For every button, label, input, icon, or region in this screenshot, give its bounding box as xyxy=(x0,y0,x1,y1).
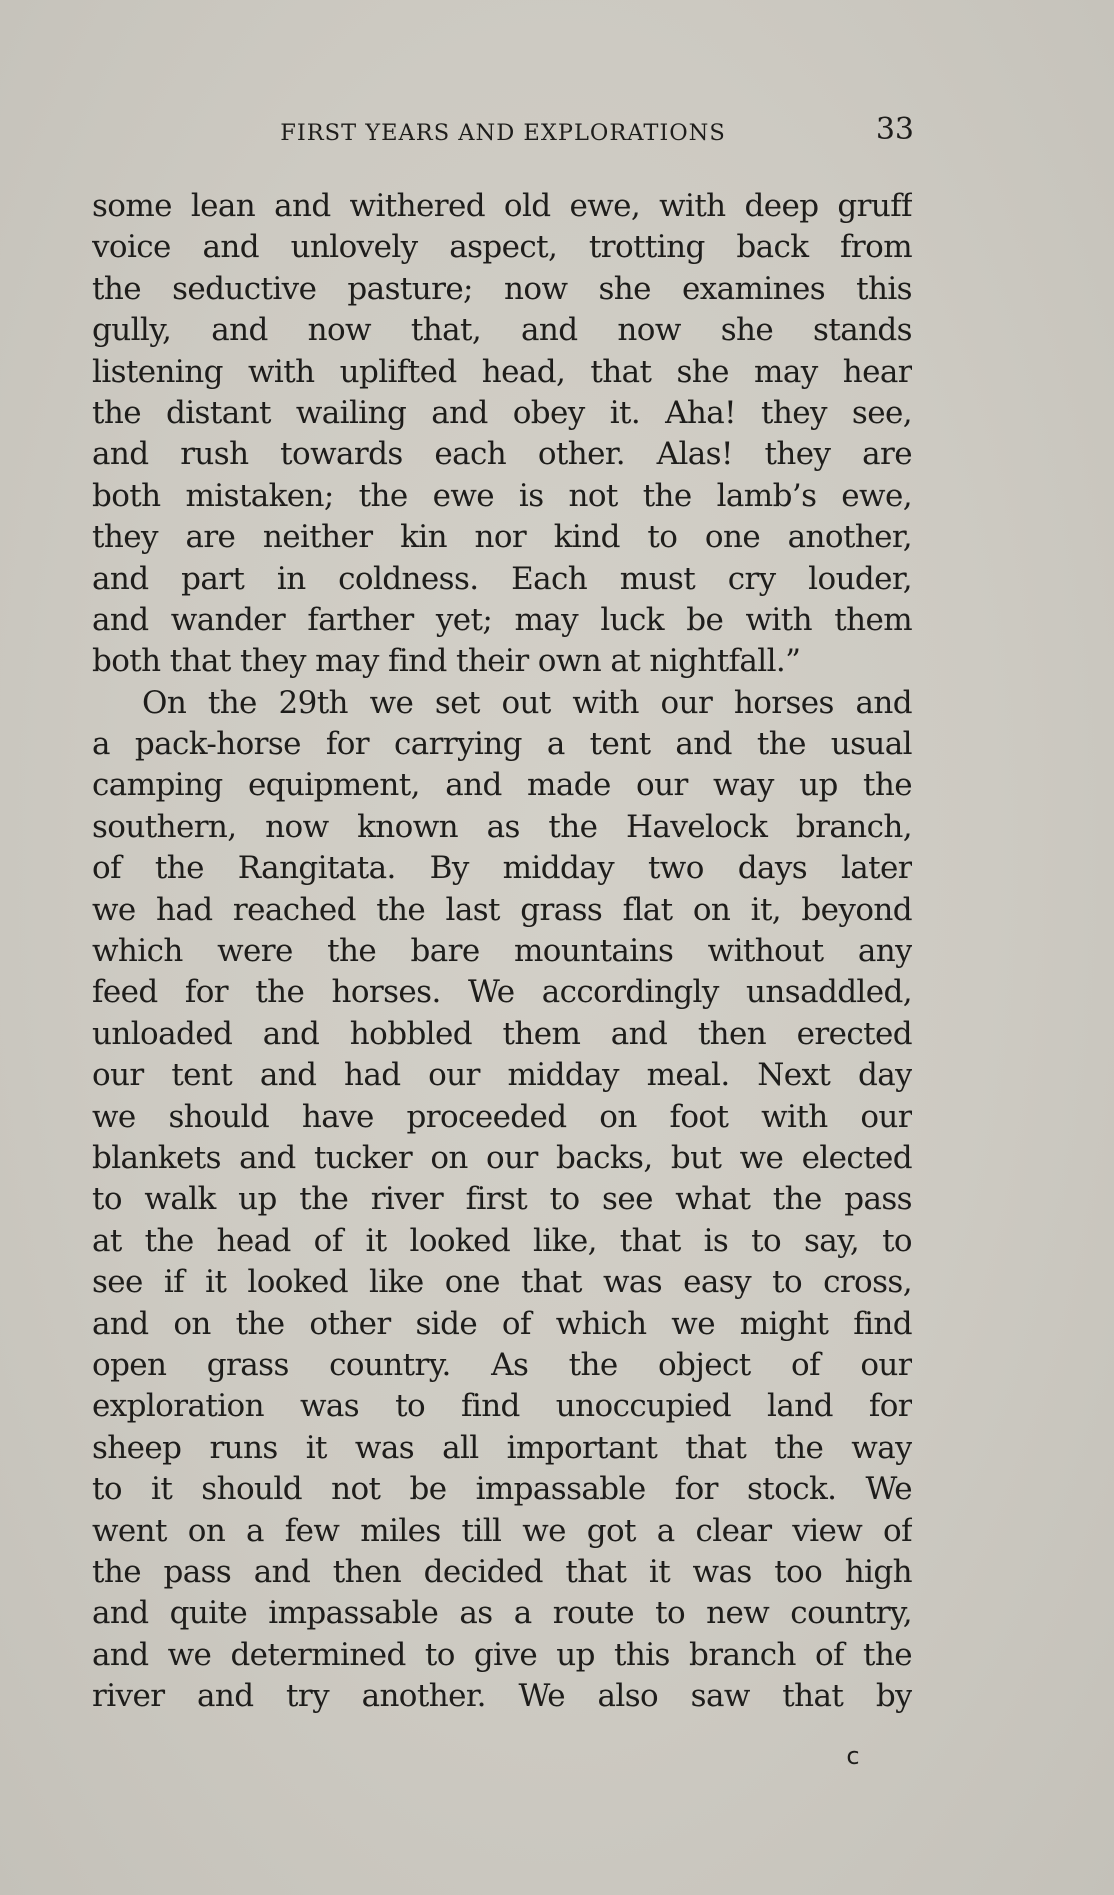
text-line: southern, now known as the Havelock branch, xyxy=(92,808,912,845)
text-line: and part in coldness. Each must cry louder, xyxy=(92,560,912,597)
text-line: blankets and tucker on our backs, but we elected xyxy=(92,1139,912,1176)
text-line: some lean and withered old ewe, with deep gruff xyxy=(92,188,912,224)
text-line: and on the other side of which we might find xyxy=(92,1305,912,1342)
text-line: at the head of it looked like, that is to say, to xyxy=(92,1222,912,1259)
text-line: and wander farther yet; may luck be with them xyxy=(92,601,912,638)
text-line: which were the bare mountains without any xyxy=(92,933,912,970)
text-line: gully, and now that, and now she stands xyxy=(92,312,912,349)
text-line: feed for the horses. We accordingly unsaddled, xyxy=(92,974,912,1011)
text-line: to walk up the river first to see what the pass xyxy=(92,1181,912,1218)
text-line: and we determined to give up this branch of the xyxy=(92,1636,912,1673)
text-line: both mistaken; the ewe is not the lamb’s ewe, xyxy=(92,477,912,514)
paragraph-end-line: both that they may find their own at nightfall.” xyxy=(92,643,801,680)
text-line: open grass country. As the object of our xyxy=(92,1346,912,1383)
text-line: the seductive pasture; now she examines this xyxy=(92,270,912,307)
text-line: and rush towards each other. Alas! they are xyxy=(92,436,912,473)
text-line: exploration was to find unoccupied land for xyxy=(92,1388,912,1425)
text-line: river and try another. We also saw that by xyxy=(92,1678,912,1715)
text-line: camping equipment, and made our way up the xyxy=(92,767,912,804)
text-line: went on a few miles till we got a clear view of xyxy=(92,1512,912,1549)
text-line: unloaded and hobbled them and then erected xyxy=(92,1015,912,1052)
text-line: of the Rangitata. By midday two days later xyxy=(92,850,912,887)
paragraph-first-line: On the 29th we set out with our horses and xyxy=(142,684,912,721)
text-line: they are neither kin nor kind to one another, xyxy=(92,519,912,556)
text-line: sheep runs it was all important that the way xyxy=(92,1429,912,1466)
text-line: listening with uplifted head, that she may hear xyxy=(92,353,912,390)
text-line: the distant wailing and obey it. Aha! they see, xyxy=(92,394,912,431)
text-line: the pass and then decided that it was too high xyxy=(92,1553,912,1590)
text-line: our tent and had our midday meal. Next day xyxy=(92,1057,912,1094)
running-head: FIRST YEARS AND EXPLORATIONS xyxy=(280,120,726,146)
text-line: a pack-horse for carrying a tent and the usual xyxy=(92,726,912,763)
text-line: see if it looked like one that was easy to cross, xyxy=(92,1264,912,1301)
text-line: we had reached the last grass flat on it, beyond xyxy=(92,891,912,928)
page-number: 33 xyxy=(875,112,914,147)
signature-mark: c xyxy=(846,1742,860,1770)
text-line: we should have proceeded on foot with our xyxy=(92,1098,912,1135)
text-line: voice and unlovely aspect, trotting back from xyxy=(92,229,912,266)
body-text xyxy=(92,186,912,1717)
text-line: and quite impassable as a route to new country, xyxy=(92,1595,912,1632)
text-line: to it should not be impassable for stock. We xyxy=(92,1471,912,1508)
